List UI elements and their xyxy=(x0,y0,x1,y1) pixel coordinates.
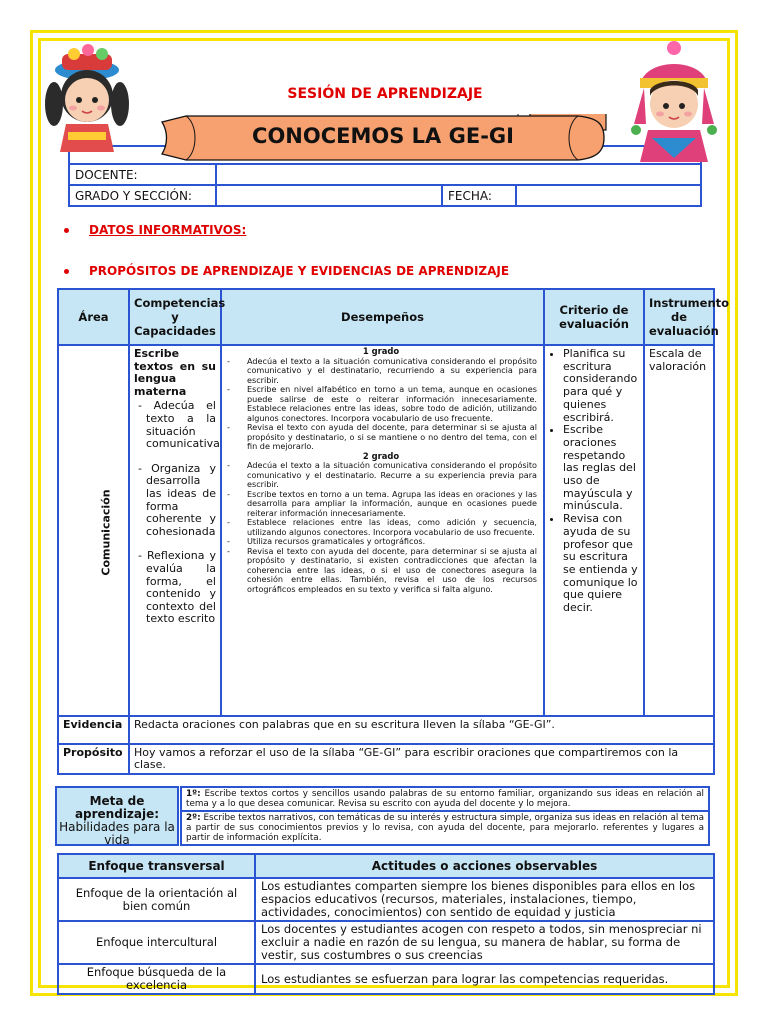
area-text: Comunicación xyxy=(99,489,113,576)
desempenos-cell xyxy=(221,345,544,716)
enfoque-actitud: Los estudiantes se esfuerzan para lograr las competencias requeridas. xyxy=(255,964,714,994)
header-area: Área xyxy=(58,289,129,345)
capacidad-item: - Reflexiona y evalúa la forma, el contenido y contexto del texto escrito xyxy=(138,549,216,626)
meta-aprendizaje-box xyxy=(55,786,179,846)
desempeno-item: - Adecúa el texto a la situación comunicativa considerando el propósito comunicativo y el destinatario, recurriendo a su experiencia para escribir. xyxy=(225,357,537,386)
grade-2-title: 2 grado xyxy=(362,450,400,461)
grado-field[interactable] xyxy=(216,185,442,206)
enfoque-header: Enfoque transversal xyxy=(58,854,255,878)
desempeno-item: - Revisa el texto con ayuda del docente, para determinar si se ajusta al propósito y destinatario, si existen contradicciones que afectan la coherencia entre las ideas, o si el uso de conectores asegura la cohesión entre ellas. También, revisa el uso de los recursos ortográficos empleados en su texto y verifica si falta alguno. xyxy=(225,547,537,595)
bullet-icon xyxy=(64,269,69,274)
header-criterio: Criterio de evaluación xyxy=(544,289,644,345)
desempeno-item: - Revisa el texto con ayuda del docente, para determinar si se ajusta al propósito y destinatario, o si se mantiene o no dentro del tema, con el fin de mejorarlo. xyxy=(225,423,537,452)
desempeno-item: - Utiliza recursos gramaticales y ortográficos. xyxy=(225,537,537,547)
criterio-item: • Planifica su escritura considerando para qué y quienes escribirá. xyxy=(563,348,639,424)
desempeno-item: - Escribe en nivel alfabético en torno a un tema, aunque en ocasiones puede salirse de este o reiterar información innecesariamente. Establece relaciones entre las ideas, sobre todo de adición, utilizando algunos conectores. Incorpora vocabulario de uso frecuente. xyxy=(225,385,537,423)
desempeno-item: - Adecúa el texto a la situación comunicativa considerando el propósito comunicativo y el destinatario. Recurre a su experiencia previa para escribir. xyxy=(225,461,537,490)
bullet-icon xyxy=(64,228,69,233)
enfoque-name: Enfoque intercultural xyxy=(58,921,255,964)
actitudes-header: Actitudes o acciones observables xyxy=(255,854,714,878)
capacidad-item: - Adecúa el texto a la situación comunicativa xyxy=(138,399,220,451)
girl-doll-left-illustration xyxy=(38,40,136,152)
meta-items-table xyxy=(180,786,710,846)
section-propositos: PROPÓSITOS DE APRENDIZAJE Y EVIDENCIAS DE APRENDIZAJE xyxy=(64,264,509,278)
fecha-field[interactable] xyxy=(516,185,701,206)
instrumento-cell: Escala de valoración xyxy=(644,345,714,716)
enfoque-name: Enfoque búsqueda de la excelencia xyxy=(58,964,255,994)
section-datos-informativos: DATOS INFORMATIVOS: xyxy=(64,223,246,237)
docente-field[interactable] xyxy=(216,164,701,185)
girl-doll-right-illustration xyxy=(622,38,726,162)
meta-item-1: 1º: Escribe textos cortos y sencillos usando palabras de su entorno familiar, organizando sus ideas en relación al tema y a lo que desea comunicar. Revisa su escrito con ayuda del docente y lo mejora. xyxy=(181,787,709,811)
enfoque-name: Enfoque de la orientación al bien común xyxy=(58,878,255,921)
proposito-text: Hoy vamos a reforzar el uso de la sílaba “GE-GI” para escribir oraciones que compartiremos con la clase. xyxy=(129,744,714,774)
meta-item-2: 2º: Escribe textos narrativos, con temáticas de su interés y estructura simple, organiza sus ideas en relación al tema a partir de sus conocimientos previos y lo revisa, con ayuda del docente, para mejorarlo. referentes y lugares a partir de información explícita. xyxy=(181,811,709,845)
header-competencias: Competencias y Capacidades xyxy=(129,289,221,345)
header-desempenos: Desempeños xyxy=(221,289,544,345)
header-instrumento: Instrumento de evaluación xyxy=(644,289,714,345)
enfoque-actitud: Los estudiantes comparten siempre los bienes disponibles para ellos en los espacios educativos (recursos, materiales, instalaciones, tiempo, actividades, conocimientos) con sentido de equidad y justicia xyxy=(255,878,714,921)
capacidad-item: - Organiza y desarrolla las ideas de forma coherente y cohesionada xyxy=(138,461,216,538)
criterio-item: • Revisa con ayuda de su profesor que su escritura se entienda y comunique lo que quiere decir. xyxy=(563,513,639,615)
competencias-cell xyxy=(129,345,221,716)
desempeno-item: - Establece relaciones entre las ideas, como adición y secuencia, utilizando algunos conectores. Incorpora vocabulario de uso frecuente. xyxy=(225,518,537,537)
evidencia-label: Evidencia xyxy=(58,716,129,744)
docente-label: DOCENTE: xyxy=(69,164,216,185)
propositos-table xyxy=(57,288,730,775)
meta-title: Meta de aprendizaje: xyxy=(74,794,160,821)
desempeno-item: - Escribe textos en torno a un tema. Agrupa las ideas en oraciones y las desarrolla para ampliar la información, aunque en ocasiones puede reiterar información innecesariamente. xyxy=(225,490,537,519)
fecha-label: FECHA: xyxy=(442,185,516,206)
meta-subtitle: Habilidades para la vida xyxy=(59,820,175,847)
evidencia-text: Redacta oraciones con palabras que en su escritura lleven la sílaba “GE-GI”. xyxy=(129,716,714,744)
session-title: SESIÓN DE APRENDIZAJE xyxy=(287,86,483,102)
page-title: CONOCEMOS LA GE-GI xyxy=(252,124,514,148)
criterio-item: • Escribe oraciones respetando las reglas del uso de mayúscula y minúscula. xyxy=(563,424,639,513)
criterios-cell xyxy=(544,345,644,716)
grado-label: GRADO Y SECCIÓN: xyxy=(69,185,216,206)
enfoques-table xyxy=(57,853,715,995)
competencia-title: Escribe textos en su lengua materna xyxy=(134,347,216,398)
enfoque-actitud: Los docentes y estudiantes acogen con respeto a todos, sin menospreciar ni excluir a nadie en razón de su lengua, su manera de hablar, su forma de vestir, sus costumbres o sus creencias xyxy=(255,921,714,964)
proposito-label: Propósito xyxy=(58,744,129,774)
grade-1-title: 1 grado xyxy=(362,346,400,356)
area-cell xyxy=(58,345,129,716)
